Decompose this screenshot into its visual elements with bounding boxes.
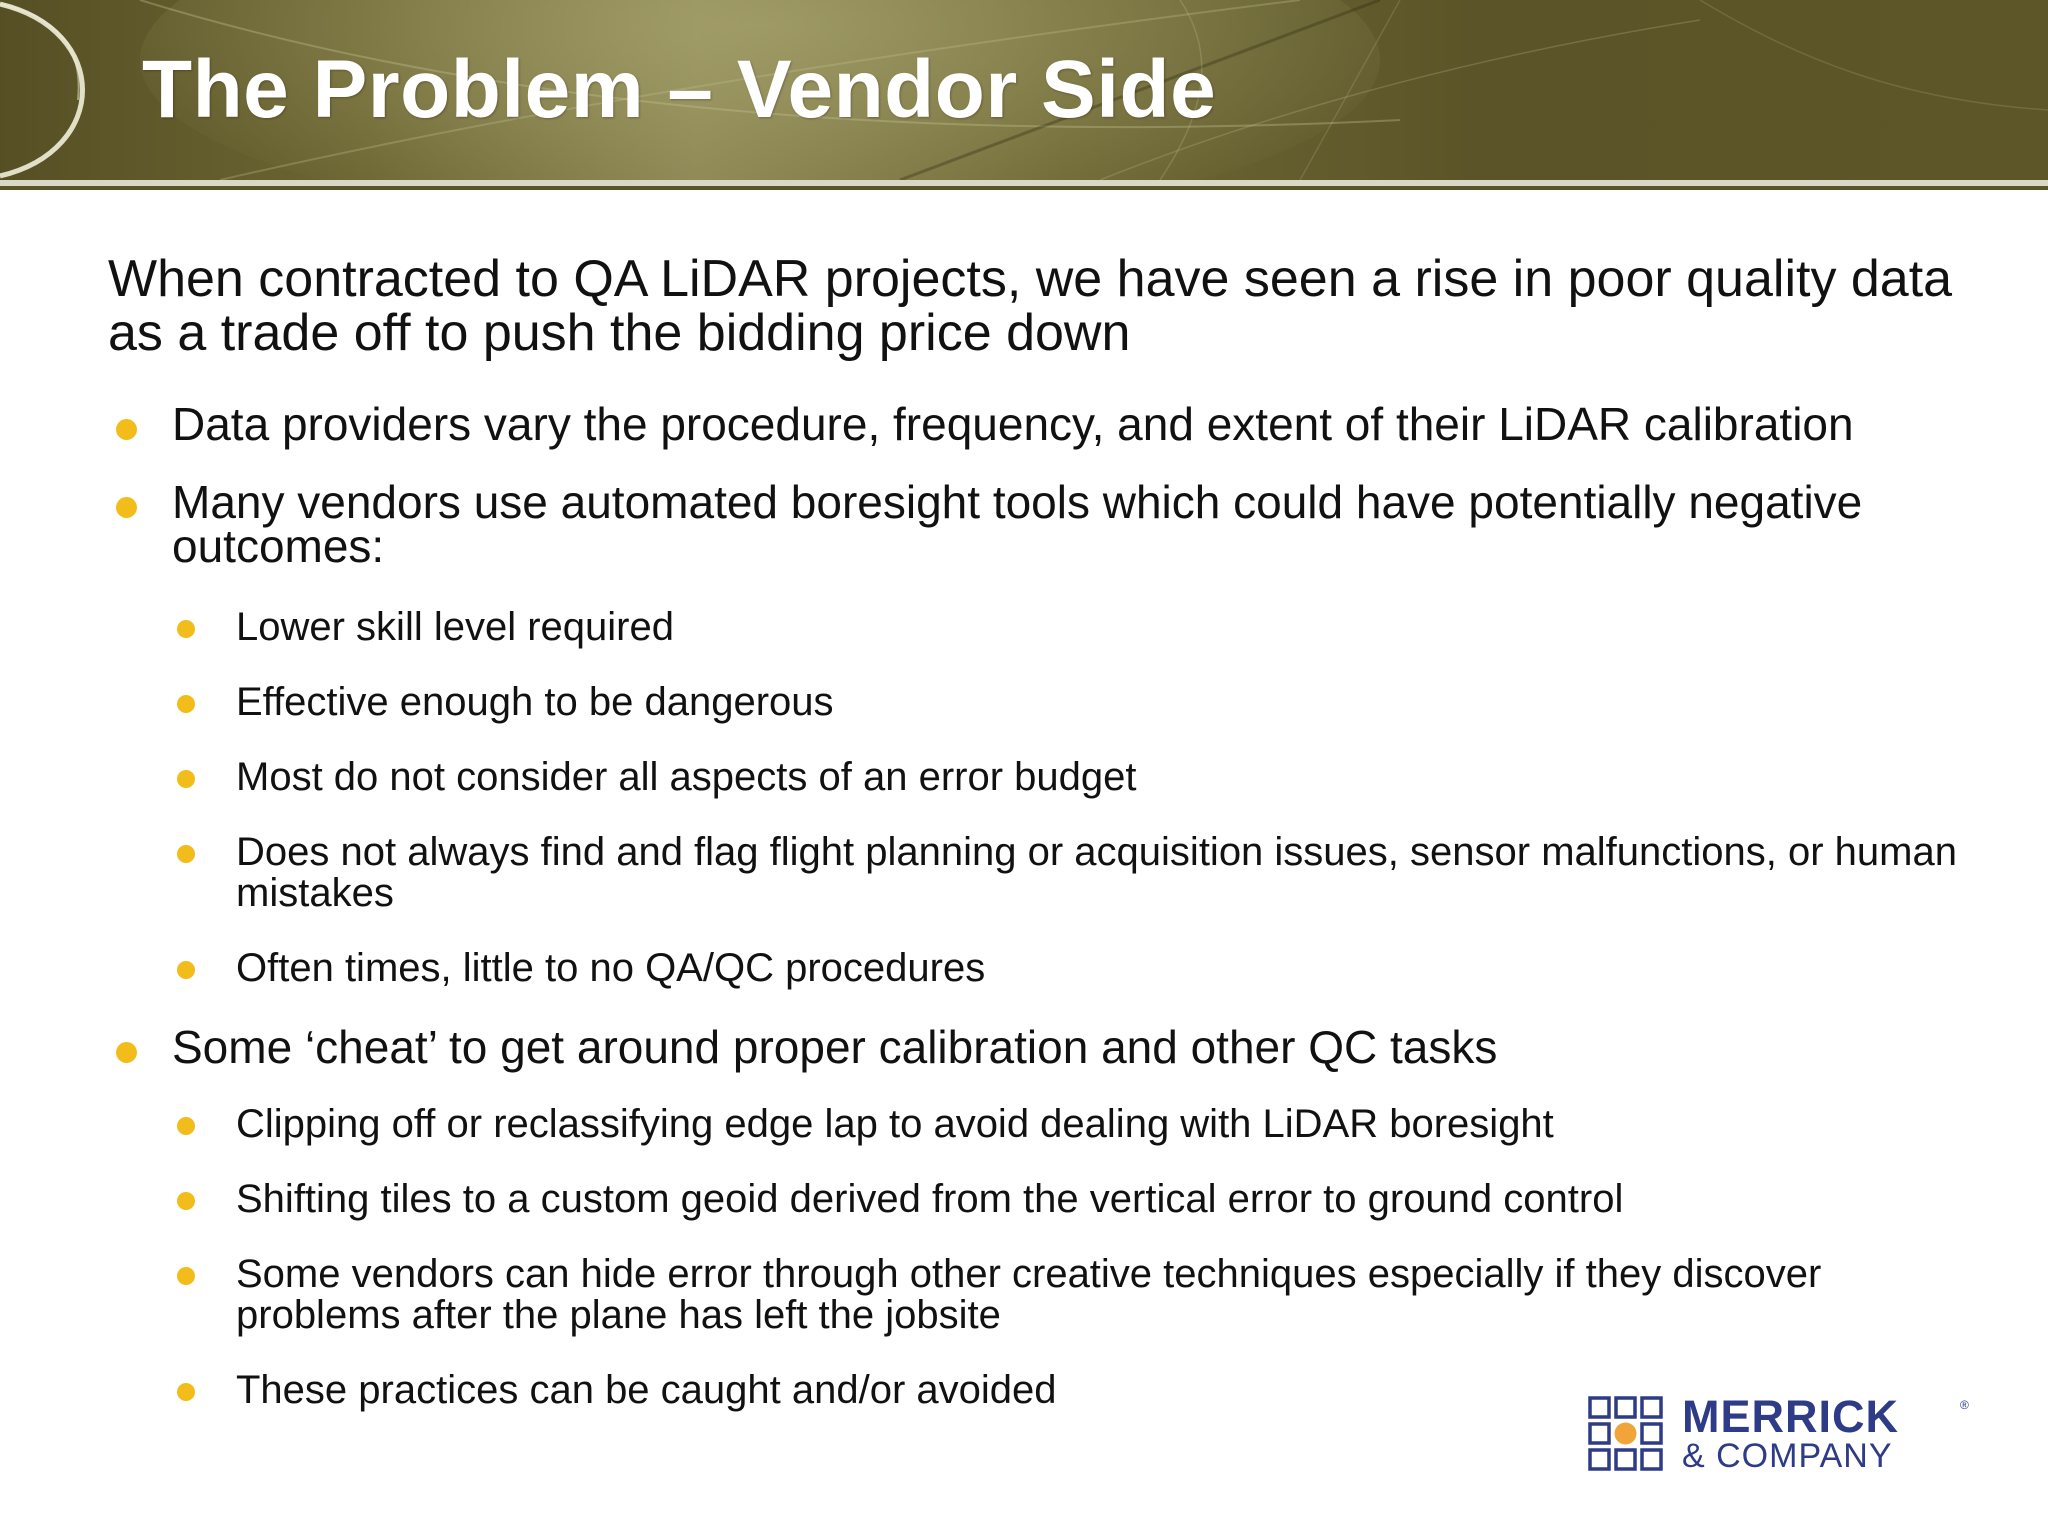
bullet-dot-icon [177,1267,195,1285]
logo-subtitle: & COMPANY [1682,1437,1893,1475]
logo-registered-mark: ® [1960,1398,1969,1412]
bullet-dot-icon [177,695,195,713]
bullet-dot-icon [177,961,195,979]
intro-paragraph: When contracted to QA LiDAR projects, we have seen a rise in poor quality data as a trade off to push the bidding price down [108,250,1953,362]
bullet-dot-icon [116,497,137,518]
sub-bullet-text: Some vendors can hide error through other creative techniques especially if they discover problems after the plane has left the jobsite [236,1252,1822,1337]
sub-bullet-text: Most do not consider all aspects of an error budget [236,755,1137,799]
bullet-text: Data providers vary the procedure, frequency, and extent of their LiDAR calibration [172,398,1854,450]
sub-bullet-text: Does not always find and flag flight planning or acquisition issues, sensor malfunctions, or human mistakes [236,830,1957,915]
sub-bullet-text: Lower skill level required [236,605,674,649]
bullet-dot-icon [177,1383,195,1401]
bullet-dot-icon [177,845,195,863]
logo-wordmark: MERRICK [1682,1391,1899,1442]
sub-bullet-text: Effective enough to be dangerous [236,680,834,724]
sub-bullet-text: Often times, little to no QA/QC procedures [236,946,986,990]
merrick-grid-logo-icon [1588,1396,1664,1472]
company-logo [1588,1391,1969,1476]
bullet-dot-icon [116,1042,137,1063]
bullet-dot-icon [177,620,195,638]
bullet-dot-icon [177,1117,195,1135]
bullet-text: Some ‘cheat’ to get around proper calibration and other QC tasks [172,1021,1498,1073]
sub-bullet-text: Clipping off or reclassifying edge lap to avoid dealing with LiDAR boresight [236,1102,1554,1146]
bullet-dot-icon [177,770,195,788]
bullet-dot-icon [116,419,137,440]
page-title: The Problem – Vendor Side [142,44,1217,135]
sub-bullet-text: Shifting tiles to a custom geoid derived from the vertical error to ground control [236,1177,1624,1221]
bullet-text: Many vendors use automated boresight tools which could have potentially negative outcomes: [172,476,1863,572]
bullet-dot-icon [177,1192,195,1210]
sub-bullet-text: These practices can be caught and/or avoided [236,1368,1057,1412]
